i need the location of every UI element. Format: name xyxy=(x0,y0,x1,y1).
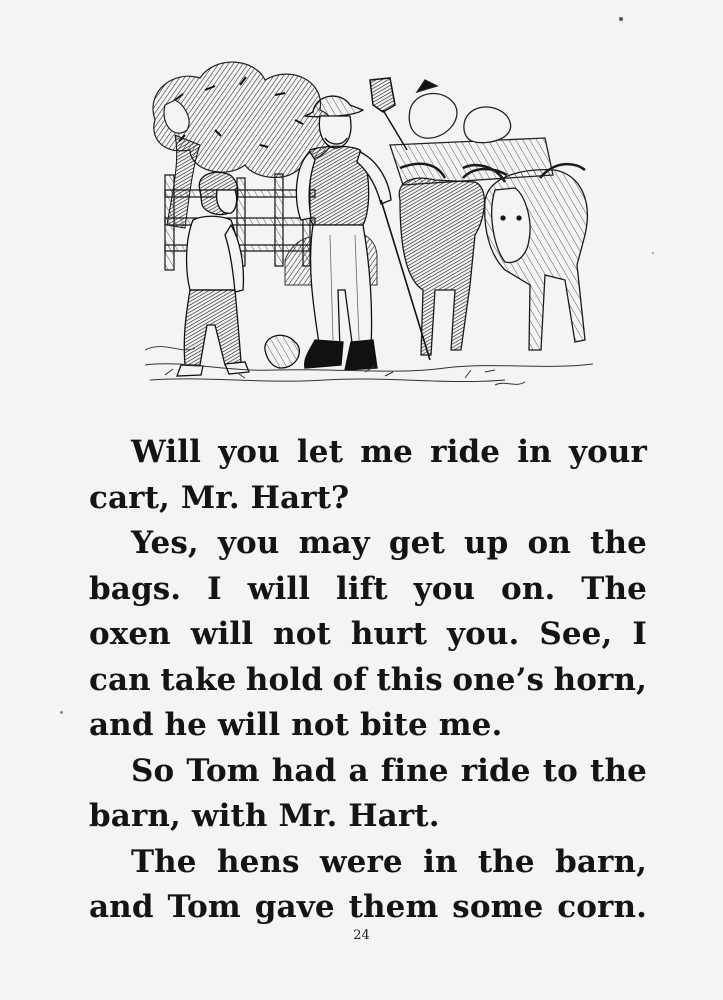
word: let xyxy=(296,434,344,470)
word: you xyxy=(217,525,280,561)
word: not xyxy=(273,616,331,652)
word: the xyxy=(590,752,647,789)
text-line xyxy=(89,703,647,749)
story-text xyxy=(89,430,647,931)
text-line xyxy=(89,749,647,795)
word: some xyxy=(452,889,544,925)
word: The xyxy=(581,570,647,607)
text-line xyxy=(89,567,647,613)
word: barn, xyxy=(89,798,181,834)
fallen-hat xyxy=(265,335,300,368)
engraving-illustration xyxy=(145,50,593,395)
word: oxen xyxy=(89,616,171,652)
word: fine xyxy=(380,752,449,789)
word: in xyxy=(517,434,552,470)
word: hold xyxy=(245,661,323,698)
word: So xyxy=(131,752,175,789)
oxen-pair xyxy=(399,164,587,355)
word: one’s xyxy=(452,661,545,698)
word: gave xyxy=(254,889,335,925)
word: of xyxy=(332,661,367,698)
word: to xyxy=(542,752,578,789)
ink-speck xyxy=(60,711,63,714)
word: will xyxy=(247,570,311,607)
ox-cart xyxy=(390,80,553,185)
word: were xyxy=(319,843,403,880)
word: me. xyxy=(438,707,503,743)
word: horn, xyxy=(553,661,647,698)
word: and xyxy=(89,889,154,925)
word: with xyxy=(191,798,268,834)
word: lift xyxy=(336,570,388,607)
paragraph xyxy=(89,840,647,931)
word: bags. xyxy=(89,570,182,607)
word: in xyxy=(423,843,458,880)
word: a xyxy=(348,752,369,789)
page-number: 24 xyxy=(353,928,370,943)
word: Mr. xyxy=(278,798,338,834)
word: barn, xyxy=(555,843,647,880)
ink-speck xyxy=(619,17,623,21)
word: the xyxy=(477,843,535,880)
word: cart, xyxy=(89,479,170,516)
word: will xyxy=(217,707,281,743)
word: Tom xyxy=(167,889,241,925)
word: ride xyxy=(430,434,501,470)
word: you xyxy=(218,434,280,470)
word: up xyxy=(464,525,509,561)
word: me xyxy=(360,434,413,470)
word: Mr. xyxy=(180,479,240,516)
text-line xyxy=(89,521,647,567)
word: get xyxy=(388,525,445,561)
word: he xyxy=(164,707,207,743)
text-line xyxy=(89,476,647,522)
word: you xyxy=(413,570,476,607)
word: hurt xyxy=(350,616,428,652)
word: on. xyxy=(501,570,556,607)
word: I xyxy=(632,616,647,652)
word: you. xyxy=(446,616,520,652)
text-line xyxy=(89,612,647,658)
word: can xyxy=(89,661,151,698)
ink-speck xyxy=(652,252,654,254)
paragraph xyxy=(89,430,647,521)
word: Hart. xyxy=(348,798,440,834)
word: may xyxy=(298,525,370,561)
text-line xyxy=(89,885,647,931)
shovel xyxy=(370,78,407,150)
paragraph xyxy=(89,521,647,749)
text-line xyxy=(89,658,647,704)
word: ride xyxy=(460,752,531,789)
word: hens xyxy=(216,843,300,880)
word: on xyxy=(527,525,571,561)
word: the xyxy=(590,525,647,561)
word: had xyxy=(271,752,337,789)
word: will xyxy=(190,616,254,652)
word: Will xyxy=(131,434,201,470)
word: Hart? xyxy=(250,479,350,516)
text-line xyxy=(89,430,647,476)
word: Tom xyxy=(186,752,260,789)
word: this xyxy=(376,661,443,698)
engraving-boy-farmer-oxen-cart-icon xyxy=(145,50,593,395)
word: take xyxy=(160,661,237,698)
word: corn. xyxy=(557,889,647,925)
word: See, xyxy=(539,616,613,652)
word: The xyxy=(131,843,197,880)
text-line xyxy=(89,840,647,886)
word: not xyxy=(291,707,350,743)
word: bite xyxy=(359,707,428,743)
text-line xyxy=(89,794,647,840)
word: and xyxy=(89,707,154,743)
word: I xyxy=(207,570,222,607)
word: your xyxy=(568,434,647,470)
paragraph xyxy=(89,749,647,840)
word: Yes, xyxy=(131,525,199,561)
word: them xyxy=(348,889,439,925)
